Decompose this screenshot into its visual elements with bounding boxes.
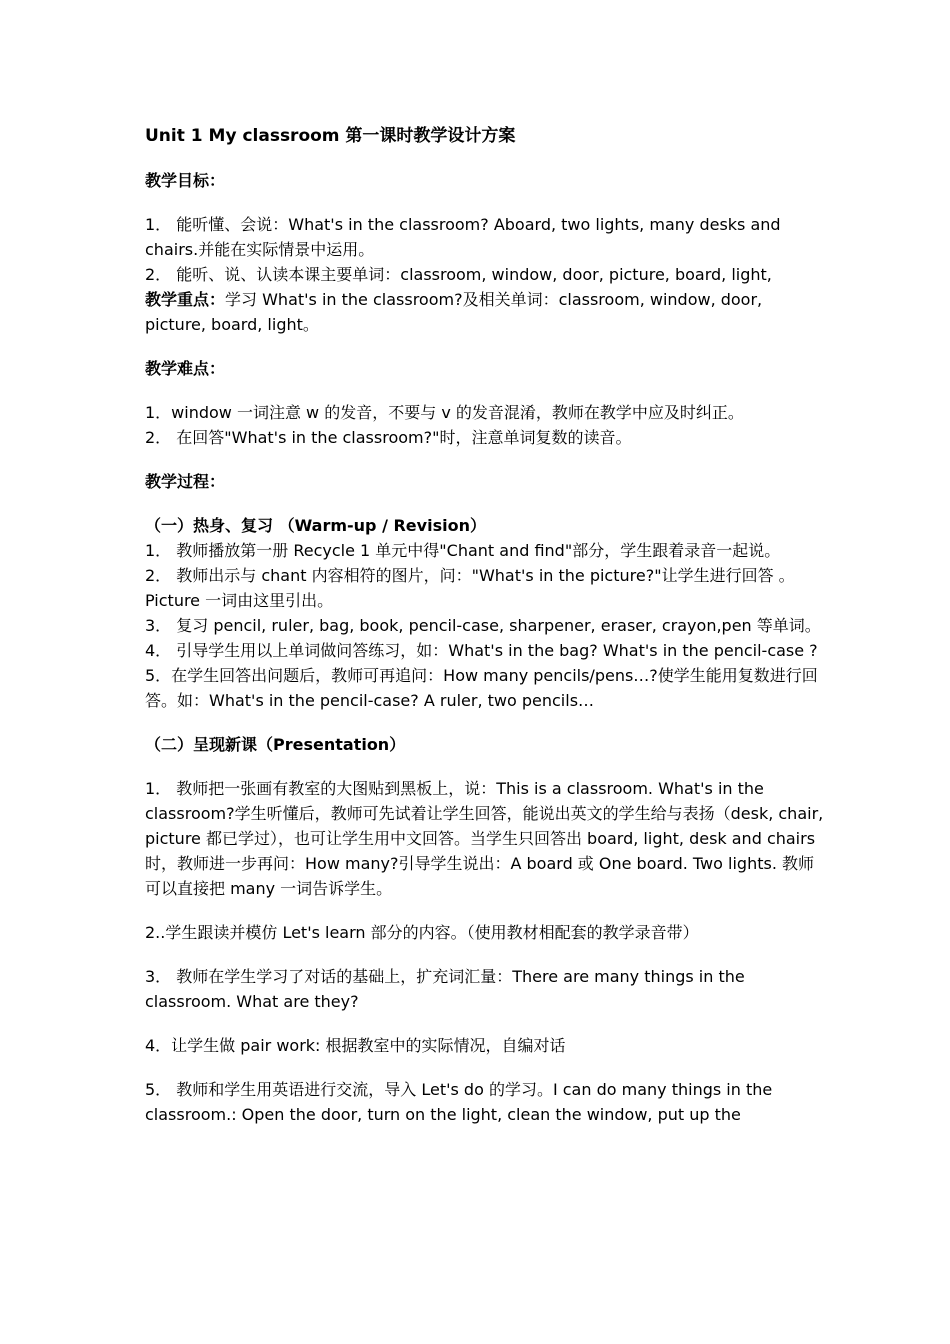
difficulty-heading: 教学难点： [145, 359, 226, 378]
document-page [145, 124, 825, 1146]
section2-heading: （二）呈现新课（Presentation） [145, 735, 406, 754]
difficulty-item: 1．window 一词注意 w 的发音，不要与 v 的发音混淆，教师在教学中应及时纠正。 [145, 403, 744, 422]
section1-item: 4． 引导学生用以上单词做问答练习，如：What's in the bag? What's in the pencil-case ? [145, 641, 818, 660]
difficulty-item: 2． 在回答"What's in the classroom?"时，注意单词复数的读音。 [145, 428, 632, 447]
objective-item: 1． 能听懂、会说：What's in the classroom? Aboard, two lights, many desks and chairs.并能在实际情景中运用。 [145, 215, 781, 259]
section2-item: 1． 教师把一张画有教室的大图贴到黑板上，说：This is a classroom. What's in the classroom?学生听懂后，教师可先试着让学生回答，能说出英文的学生给与表扬（desk, chair, picture 都已学过），也可让学生用中文回答。当学生只回答出 board, light, desk and chairs 时，教师进一步再问：How many?引导学生说出：A board 或 One board. Two lights. 教师可以直接把 many 一词告诉学生。 [145, 779, 824, 898]
section2-item: 2..学生跟读并模仿 Let's learn 部分的内容。（使用教材相配套的教学录音带） [145, 923, 699, 942]
section2-item: 3． 教师在学生学习了对话的基础上，扩充词汇量：There are many things in the classroom. What are they? [145, 967, 745, 1011]
objectives-block [145, 212, 825, 337]
document-title: Unit 1 My classroom 第一课时教学设计方案 [145, 126, 516, 146]
section2-item: 5． 教师和学生用英语进行交流，导入 Let's do 的学习。I can do many things in the classroom.: Open the door, turn on the light, clean the window, put up the [145, 1080, 773, 1124]
section1-item: 2． 教师出示与 chant 内容相符的图片，问："What's in the picture?"让学生进行回答 。Picture 一词由这里引出。 [145, 566, 795, 610]
keypoint-label: 教学重点： [145, 290, 226, 309]
section1-item: 5．在学生回答出问题后，教师可再追问：How many pencils/pens…?使学生能用复数进行回答。如：What's in the pencil-case? A ruler, two pencils… [145, 666, 818, 710]
section2-item: 4．让学生做 pair work: 根据教室中的实际情况，自编对话 [145, 1036, 566, 1055]
difficulty-block [145, 400, 825, 450]
section1-item: 3． 复习 pencil, ruler, bag, book, pencil-case, sharpener, eraser, crayon,pen 等单词。 [145, 616, 821, 635]
process-heading: 教学过程： [145, 472, 226, 491]
section1-heading: （一）热身、复习 （Warm-up / Revision） [145, 516, 486, 535]
section1-item: 1． 教师播放第一册 Recycle 1 单元中得"Chant and find"部分，学生跟着录音一起说。 [145, 541, 781, 560]
section1-block [145, 513, 825, 713]
keypoint-text: 学习 What's in the classroom?及相关单词：classroom, window, door, picture, board, light。 [145, 290, 763, 334]
objectives-heading: 教学目标： [145, 171, 226, 190]
objective-item: 2． 能听、说、认读本课主要单词：classroom, window, door, picture, board, light, [145, 265, 772, 284]
keypoint-paragraph [145, 287, 825, 337]
